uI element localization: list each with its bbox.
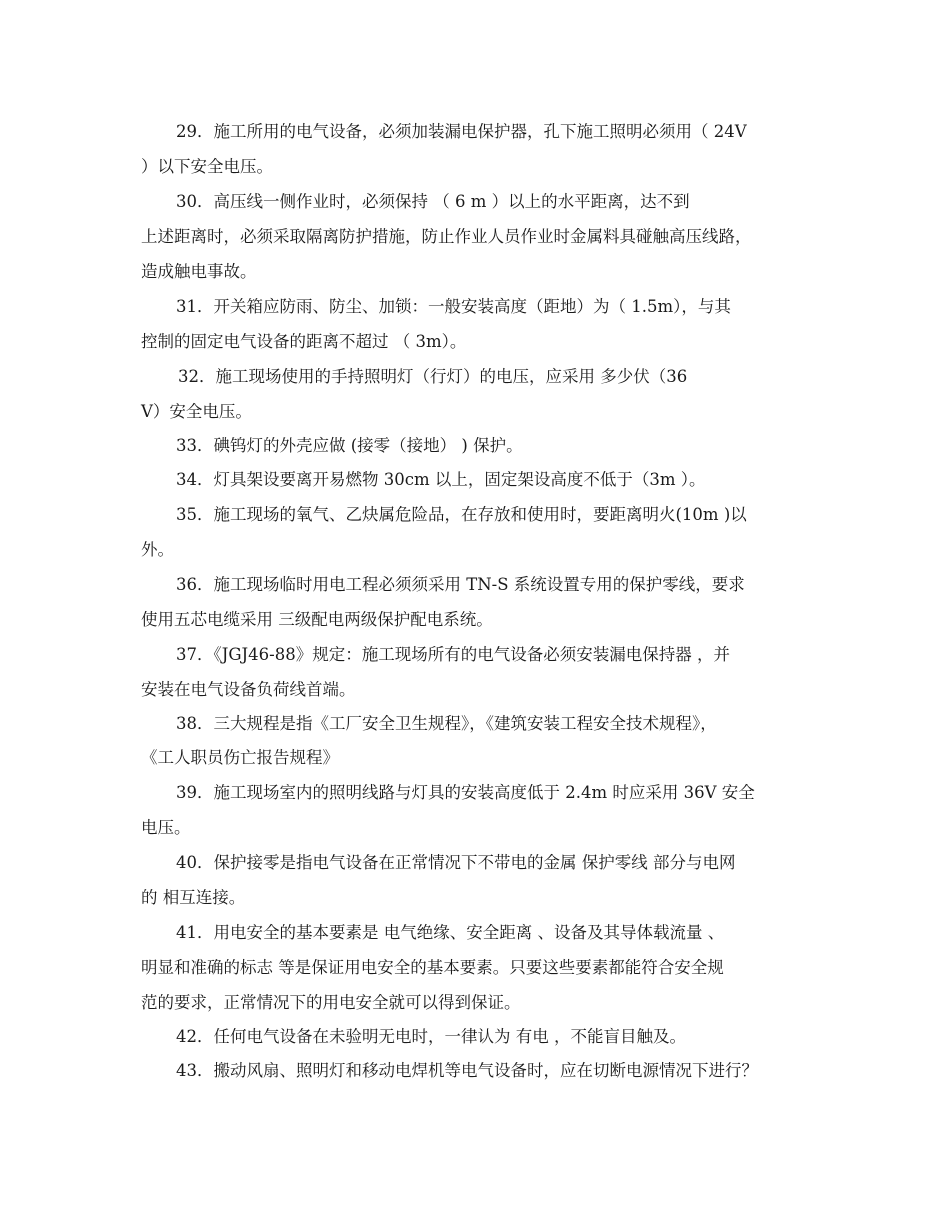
text-line: 33．碘钨灯的外壳应做 (接零（接地） ) 保护。 xyxy=(176,436,523,455)
text-line: 安装在电气设备负荷线首端。 xyxy=(141,680,356,699)
text-line: 30．高压线一侧作业时，必须保持 （ 6 m ）以上的水平距离，达不到 xyxy=(176,192,690,211)
text-line: 39．施工现场室内的照明线路与灯具的安装高度低于 2.4m 时应采用 36V 安全 xyxy=(176,783,755,802)
text-line: 控制的固定电气设备的距离不超过 （ 3m）。 xyxy=(141,332,467,351)
text-line: 电压。 xyxy=(141,818,191,837)
text-line: 明显和准确的标志 等是保证用电安全的基本要素。只要这些要素都能符合安全规 xyxy=(141,958,724,977)
text-line: 34．灯具架设要离开易燃物 30cm 以上，固定架设高度不低于（3m ）。 xyxy=(176,470,706,489)
text-line: 的 相互连接。 xyxy=(141,888,246,907)
text-line: 造成触电事故。 xyxy=(141,262,257,281)
text-line: 外。 xyxy=(141,540,174,559)
text-line: 43．搬动风扇、照明灯和移动电焊机等电气设备时，应在切断电源情况下进行？ xyxy=(176,1061,758,1080)
text-line: 41．用电安全的基本要素是 电气绝缘、安全距离 、设备及其导体载流量 、 xyxy=(176,923,725,942)
text-line: 29．施工所用的电气设备，必须加装漏电保护器，孔下施工照明必须用（ 24V xyxy=(176,122,747,141)
text-line: 42．任何电气设备在未验明无电时，一律认为 有电 ，不能盲目触及。 xyxy=(176,1027,686,1046)
text-line: 35．施工现场的氧气、乙炔属危险品，在存放和使用时，要距离明火(10m )以 xyxy=(176,505,747,524)
text-line: ）以下安全电压。 xyxy=(141,157,273,176)
text-line: 36．施工现场临时用电工程必须须采用 TN-S 系统设置专用的保护零线，要求 xyxy=(176,575,745,594)
text-line: 《工人职员伤亡报告规程》 xyxy=(141,748,339,767)
text-line: 上述距离时，必须采取隔离防护措施，防止作业人员作业时金属料具碰触高压线路， xyxy=(141,227,752,246)
text-line: 38．三大规程是指《工厂安全卫生规程》，《建筑安装工程安全技术规程》， xyxy=(176,714,717,733)
text-line: V）安全电压。 xyxy=(141,402,252,421)
text-line: 31．开关箱应防雨、防尘、加锁：一般安装高度（距地）为（ 1.5m），与其 xyxy=(176,297,731,316)
text-line: 40．保护接零是指电气设备在正常情况下不带电的金属 保护零线 部分与电网 xyxy=(176,853,736,872)
text-line: 32．施工现场使用的手持照明灯（行灯）的电压，应采用 多少伏（36 xyxy=(178,367,688,386)
text-line: 使用五芯电缆采用 三级配电两级保护配电系统。 xyxy=(141,610,493,629)
text-line: 37．《JGJ46-88》规定：施工现场所有的电气设备必须安装漏电保持器 ，并 xyxy=(176,645,730,664)
text-line: 范的要求，正常情况下的用电安全就可以得到保证。 xyxy=(141,993,521,1012)
